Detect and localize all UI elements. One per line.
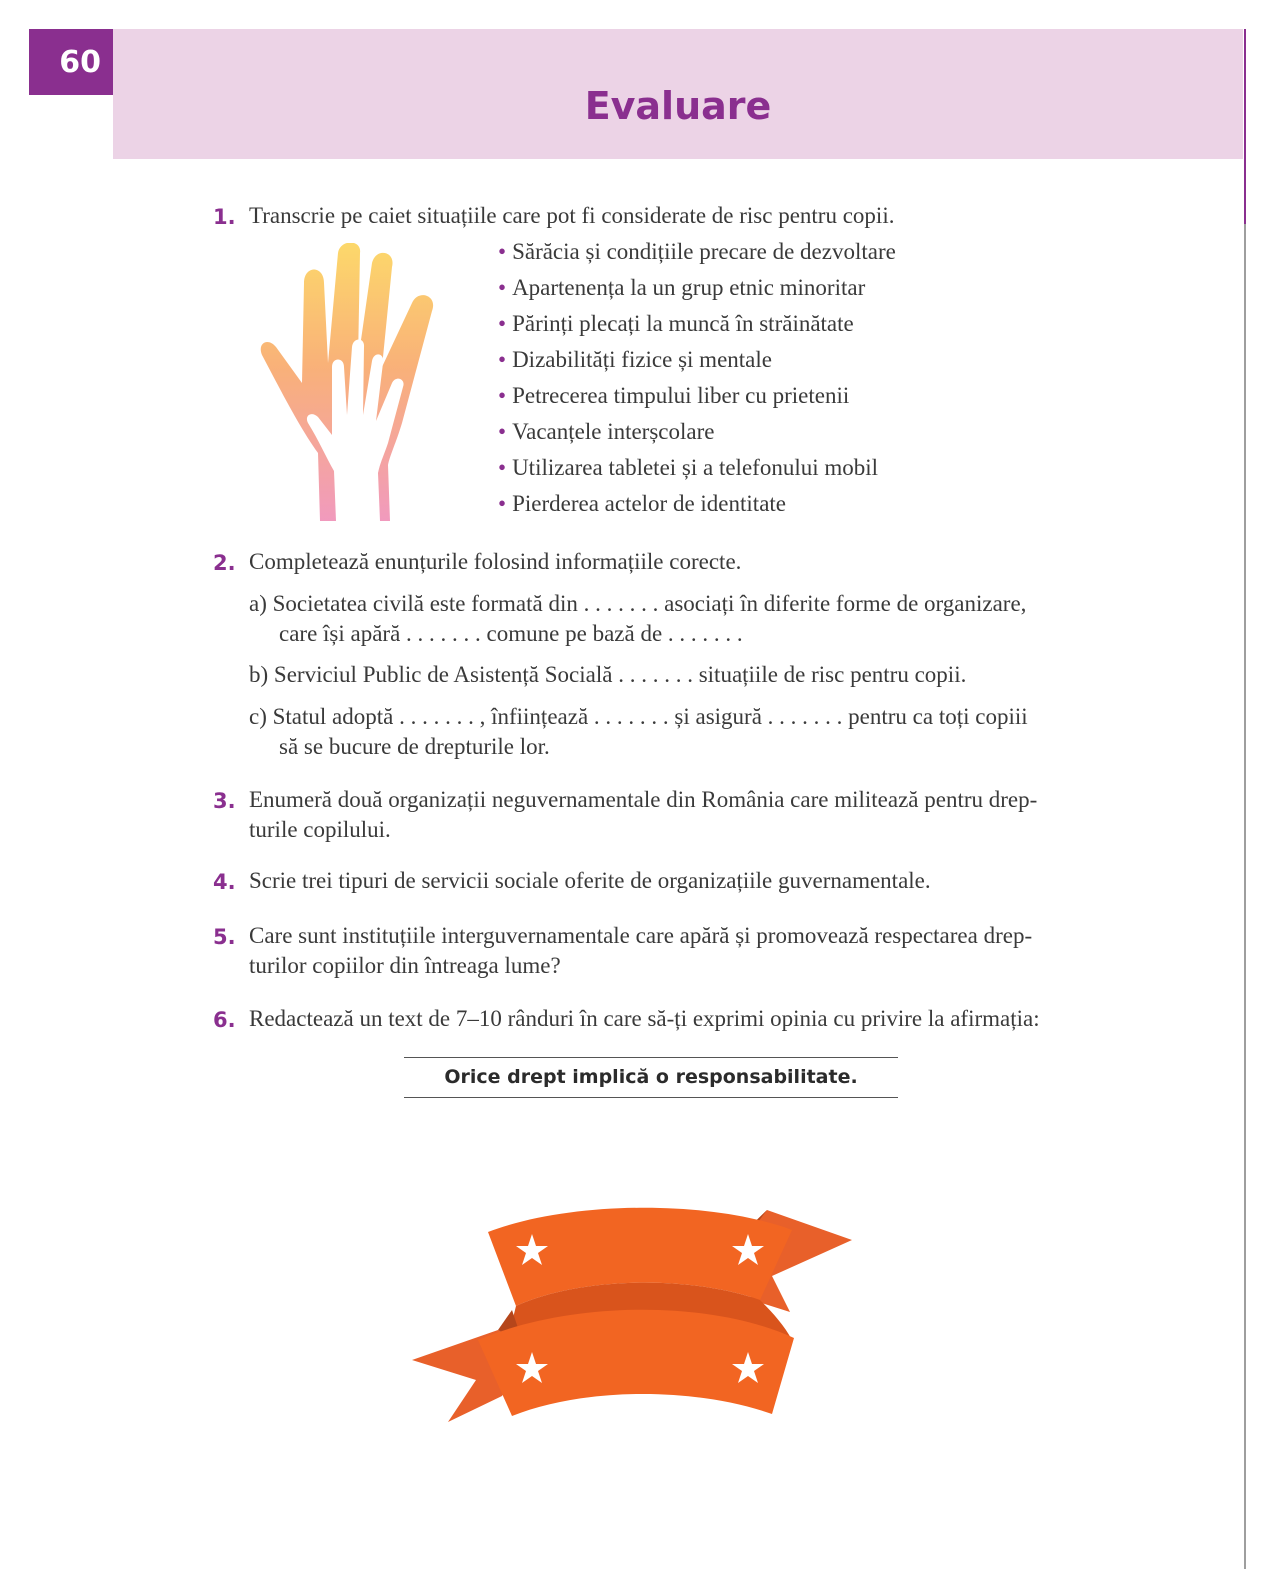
sub-item-a-line1: a) Societatea civilă este formată din . . . . . . . asociați în diferite forme de organizare,: [249, 591, 1027, 616]
question-number-5: 5.: [213, 925, 236, 949]
sub-item-c-line2: să se bucure de drepturile lor.: [279, 734, 550, 759]
question-number-1: 1.: [213, 205, 236, 229]
question-number-4: 4.: [213, 870, 236, 894]
question-text-5-line1: Care sunt instituțiile interguvernamentale care apără și promovează respectarea drep-: [249, 923, 1033, 948]
risk-item: • Sărăcia și condițiile precare de dezvoltare: [498, 237, 896, 273]
page-edge: [1244, 29, 1246, 1569]
risk-item: • Petrecerea timpului liber cu prietenii: [498, 381, 896, 417]
question-text-3-line1: Enumeră două organizații neguvernamentale din România care militează pentru drep-: [249, 787, 1038, 812]
hands-illustration: [252, 243, 452, 521]
quote-statement: Orice drept implică o responsabilitate.: [404, 1057, 898, 1098]
page-number-tab: 60: [29, 29, 113, 95]
question-text-1: Transcrie pe caiet situațiile care pot fi considerate de risc pentru copii.: [249, 203, 895, 228]
risk-list: [498, 237, 896, 525]
risk-item: • Dizabilități fizice și mentale: [498, 345, 896, 381]
question-text-5-line2: turilor copiilor din întreaga lume?: [249, 953, 561, 978]
question-text-3-line2: turile copilului.: [249, 817, 391, 842]
risk-item: • Apartenența la un grup etnic minoritar: [498, 273, 896, 309]
question-number-3: 3.: [213, 789, 236, 813]
header-band: [113, 29, 1243, 159]
question-number-2: 2.: [213, 551, 236, 575]
question-number-6: 6.: [213, 1008, 236, 1032]
page-title: Evaluare: [584, 84, 772, 128]
risk-item: • Utilizarea tabletei și a telefonului mobil: [498, 453, 896, 489]
risk-item: • Vacanțele interșcolare: [498, 417, 896, 453]
sub-item-b: b) Serviciul Public de Asistență Socială . . . . . . . situațiile de risc pentru copii.: [249, 662, 967, 687]
risk-item: • Părinți plecați la muncă în străinătate: [498, 309, 896, 345]
ribbon-banner-illustration: [412, 1190, 894, 1442]
question-text-2: Completează enunțurile folosind informațiile corecte.: [249, 549, 742, 574]
sub-item-a-line2: care își apără . . . . . . . comune pe bază de . . . . . . .: [279, 621, 743, 646]
question-text-4: Scrie trei tipuri de servicii sociale oferite de organizațiile guvernamentale.: [249, 868, 931, 893]
page-edge-accent: [1244, 29, 1246, 224]
question-text-6: Redactează un text de 7–10 rânduri în care să-ți exprimi opinia cu privire la afirmația:: [249, 1006, 1040, 1031]
risk-item: • Pierderea actelor de identitate: [498, 489, 896, 525]
sub-item-c-line1: c) Statul adoptă . . . . . . . , înființează . . . . . . . și asigură . . . . . . . pentru ca toți copiii: [249, 704, 1028, 729]
